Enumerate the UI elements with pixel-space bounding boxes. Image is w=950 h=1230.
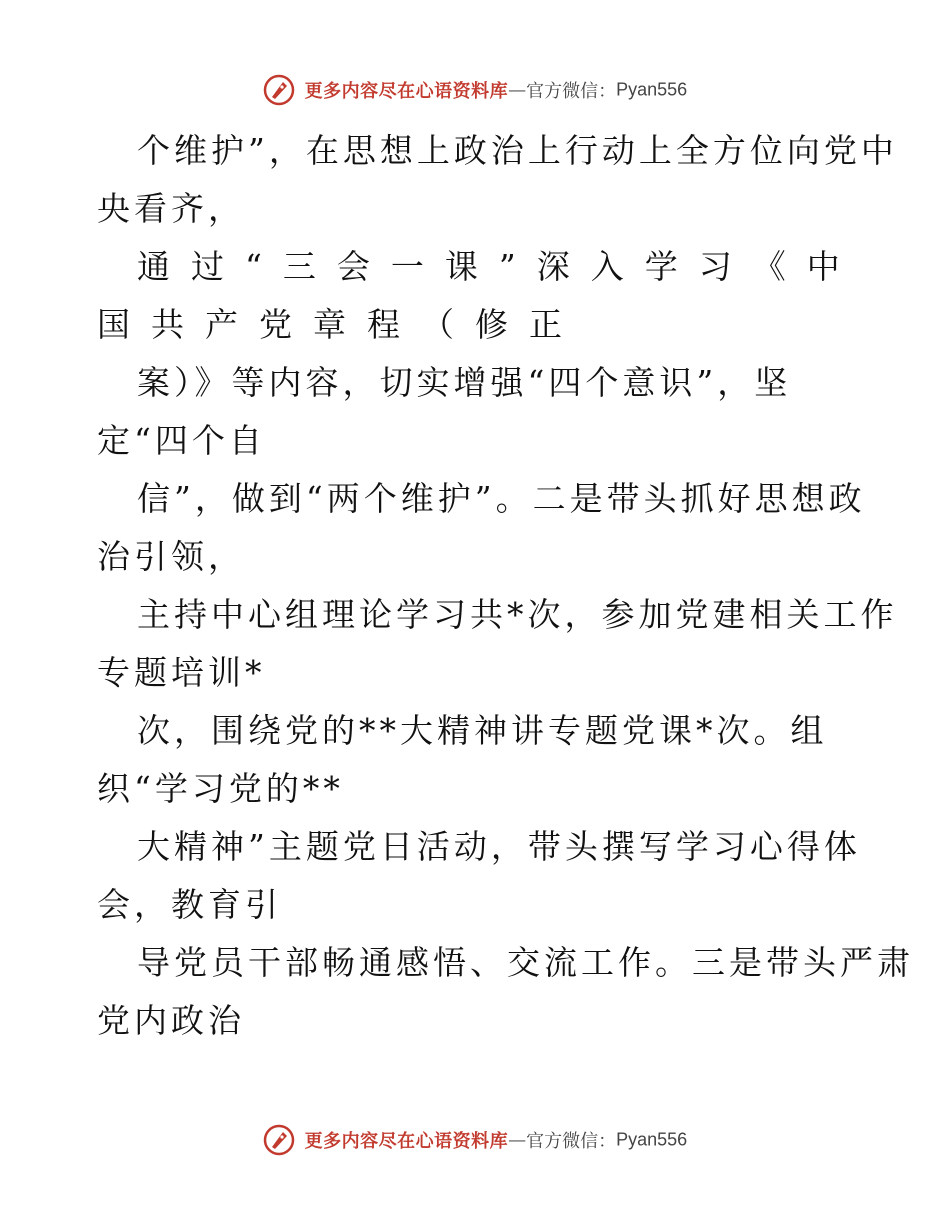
text-line: 通过“三会一课”深入学习《中 bbox=[137, 247, 861, 286]
text-line: 织“学习党的** bbox=[97, 769, 344, 808]
text-line: 央看齐， bbox=[97, 189, 245, 228]
text-line: 大精神”主题党日活动，带头撰写学习心得体 bbox=[137, 827, 861, 866]
text-line: 党内政治 bbox=[97, 1001, 245, 1040]
footer-watermark bbox=[0, 1124, 950, 1156]
text-line: 会，教育引 bbox=[97, 885, 282, 924]
watermark-separator: — bbox=[508, 79, 527, 101]
pen-nib-logo-icon bbox=[263, 74, 295, 106]
watermark-separator: — bbox=[508, 1129, 527, 1151]
text-line: 治引领， bbox=[97, 537, 245, 576]
watermark-wechat-id: Pyan556 bbox=[616, 1129, 688, 1150]
text-line: 次，围绕党的**大精神讲专题党课*次。组 bbox=[137, 711, 828, 750]
pen-nib-logo-icon bbox=[263, 1124, 295, 1156]
watermark-wechat-label: 官方微信： bbox=[526, 81, 617, 102]
text-line: 专题培训* bbox=[97, 653, 266, 692]
text-line: 定“四个自 bbox=[97, 421, 266, 460]
watermark-wechat-id: Pyan556 bbox=[616, 79, 688, 100]
watermark-main-text: 更多内容尽在心语资料库 bbox=[304, 81, 509, 102]
text-line: 案）》等内容，切实增强“四个意识”，坚 bbox=[137, 363, 792, 402]
document-body bbox=[97, 122, 914, 1050]
text-line: 信”，做到“两个维护”。二是带头抓好思想政 bbox=[137, 479, 866, 518]
watermark-wechat-label: 官方微信： bbox=[526, 1131, 617, 1152]
header-watermark bbox=[0, 74, 950, 106]
text-line: 国共产党章程（修正 bbox=[97, 305, 583, 344]
watermark-main-text: 更多内容尽在心语资料库 bbox=[304, 1131, 509, 1152]
text-line: 导党员干部畅通感悟、交流工作。三是带头严肃 bbox=[137, 943, 914, 982]
text-line: 主持中心组理论学习共*次，参加党建相关工作 bbox=[137, 595, 898, 634]
text-line: 个维护”，在思想上政治上行动上全方位向党中 bbox=[137, 131, 898, 170]
